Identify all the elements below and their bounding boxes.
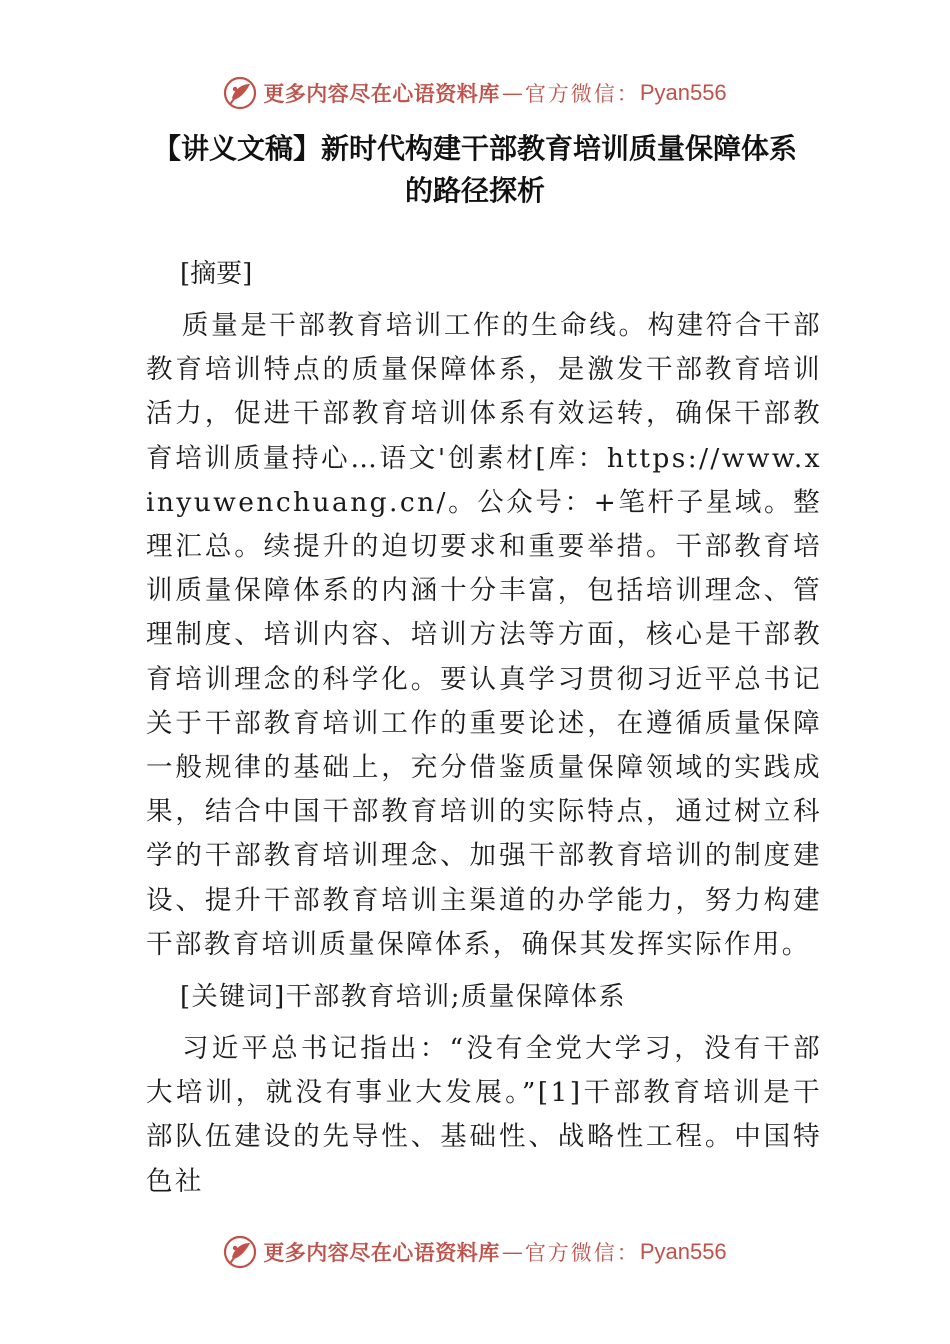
brush-leaf-logo-icon	[223, 1235, 257, 1269]
abstract-paragraph: 质量是干部教育培训工作的生命线。构建符合干部教育培训特点的质量保障体系，是激发干部教育培训活力，促进干部教育培训体系有效运转，确保干部教育培训质量持心…语文'创素材[库：https://www.xinyuwenchuang.cn/。公众号：+笔杆子星域。整理汇总。续提升的迫切要求和重要举措。干部教育培训质量保障体系的内涵十分丰富，包括培训理念、管理制度、培训内容、培训方法等方面，核心是干部教育培训理念的科学化。要认真学习贯彻习近平总书记关于干部教育培训工作的重要论述，在遵循质量保障一般规律的基础上，充分借鉴质量保障领域的实践成果，结合中国干部教育培训的实际特点，通过树立科学的干部教育培训理念、加强干部教育培训的制度建设、提升干部教育培训主渠道的办学能力，努力构建干部教育培训质量保障体系，确保其发挥实际作用。	[146, 310, 822, 960]
banner-slogan: 更多内容尽在心语资料库	[263, 1240, 500, 1265]
document-title: 【讲义文稿】新时代构建干部教育培训质量保障体系的路径探析	[152, 132, 797, 207]
keywords-line: [关键词]干部教育培训;质量保障体系	[180, 982, 627, 1013]
banner-wechat-id: Pyan556	[639, 80, 727, 105]
header-banner	[0, 71, 950, 115]
banner-dash: —	[501, 1240, 523, 1264]
banner-dash: —	[501, 81, 523, 105]
banner-wechat-label: 官方微信：	[524, 1241, 640, 1265]
banner-slogan: 更多内容尽在心语资料库	[263, 81, 500, 106]
banner-wechat-id: Pyan556	[639, 1239, 727, 1264]
intro-paragraph: 习近平总书记指出：“没有全党大学习，没有干部大培训，就没有事业大发展。”[1]干部教育培训是干部队伍建设的先导性、基础性、战略性工程。中国特色社	[146, 1033, 822, 1197]
banner-wechat-label: 官方微信：	[524, 82, 640, 106]
abstract-label: [摘要]	[180, 259, 253, 289]
document-body	[146, 252, 822, 1204]
footer-banner	[0, 1230, 950, 1274]
brush-leaf-logo-icon	[223, 76, 257, 110]
